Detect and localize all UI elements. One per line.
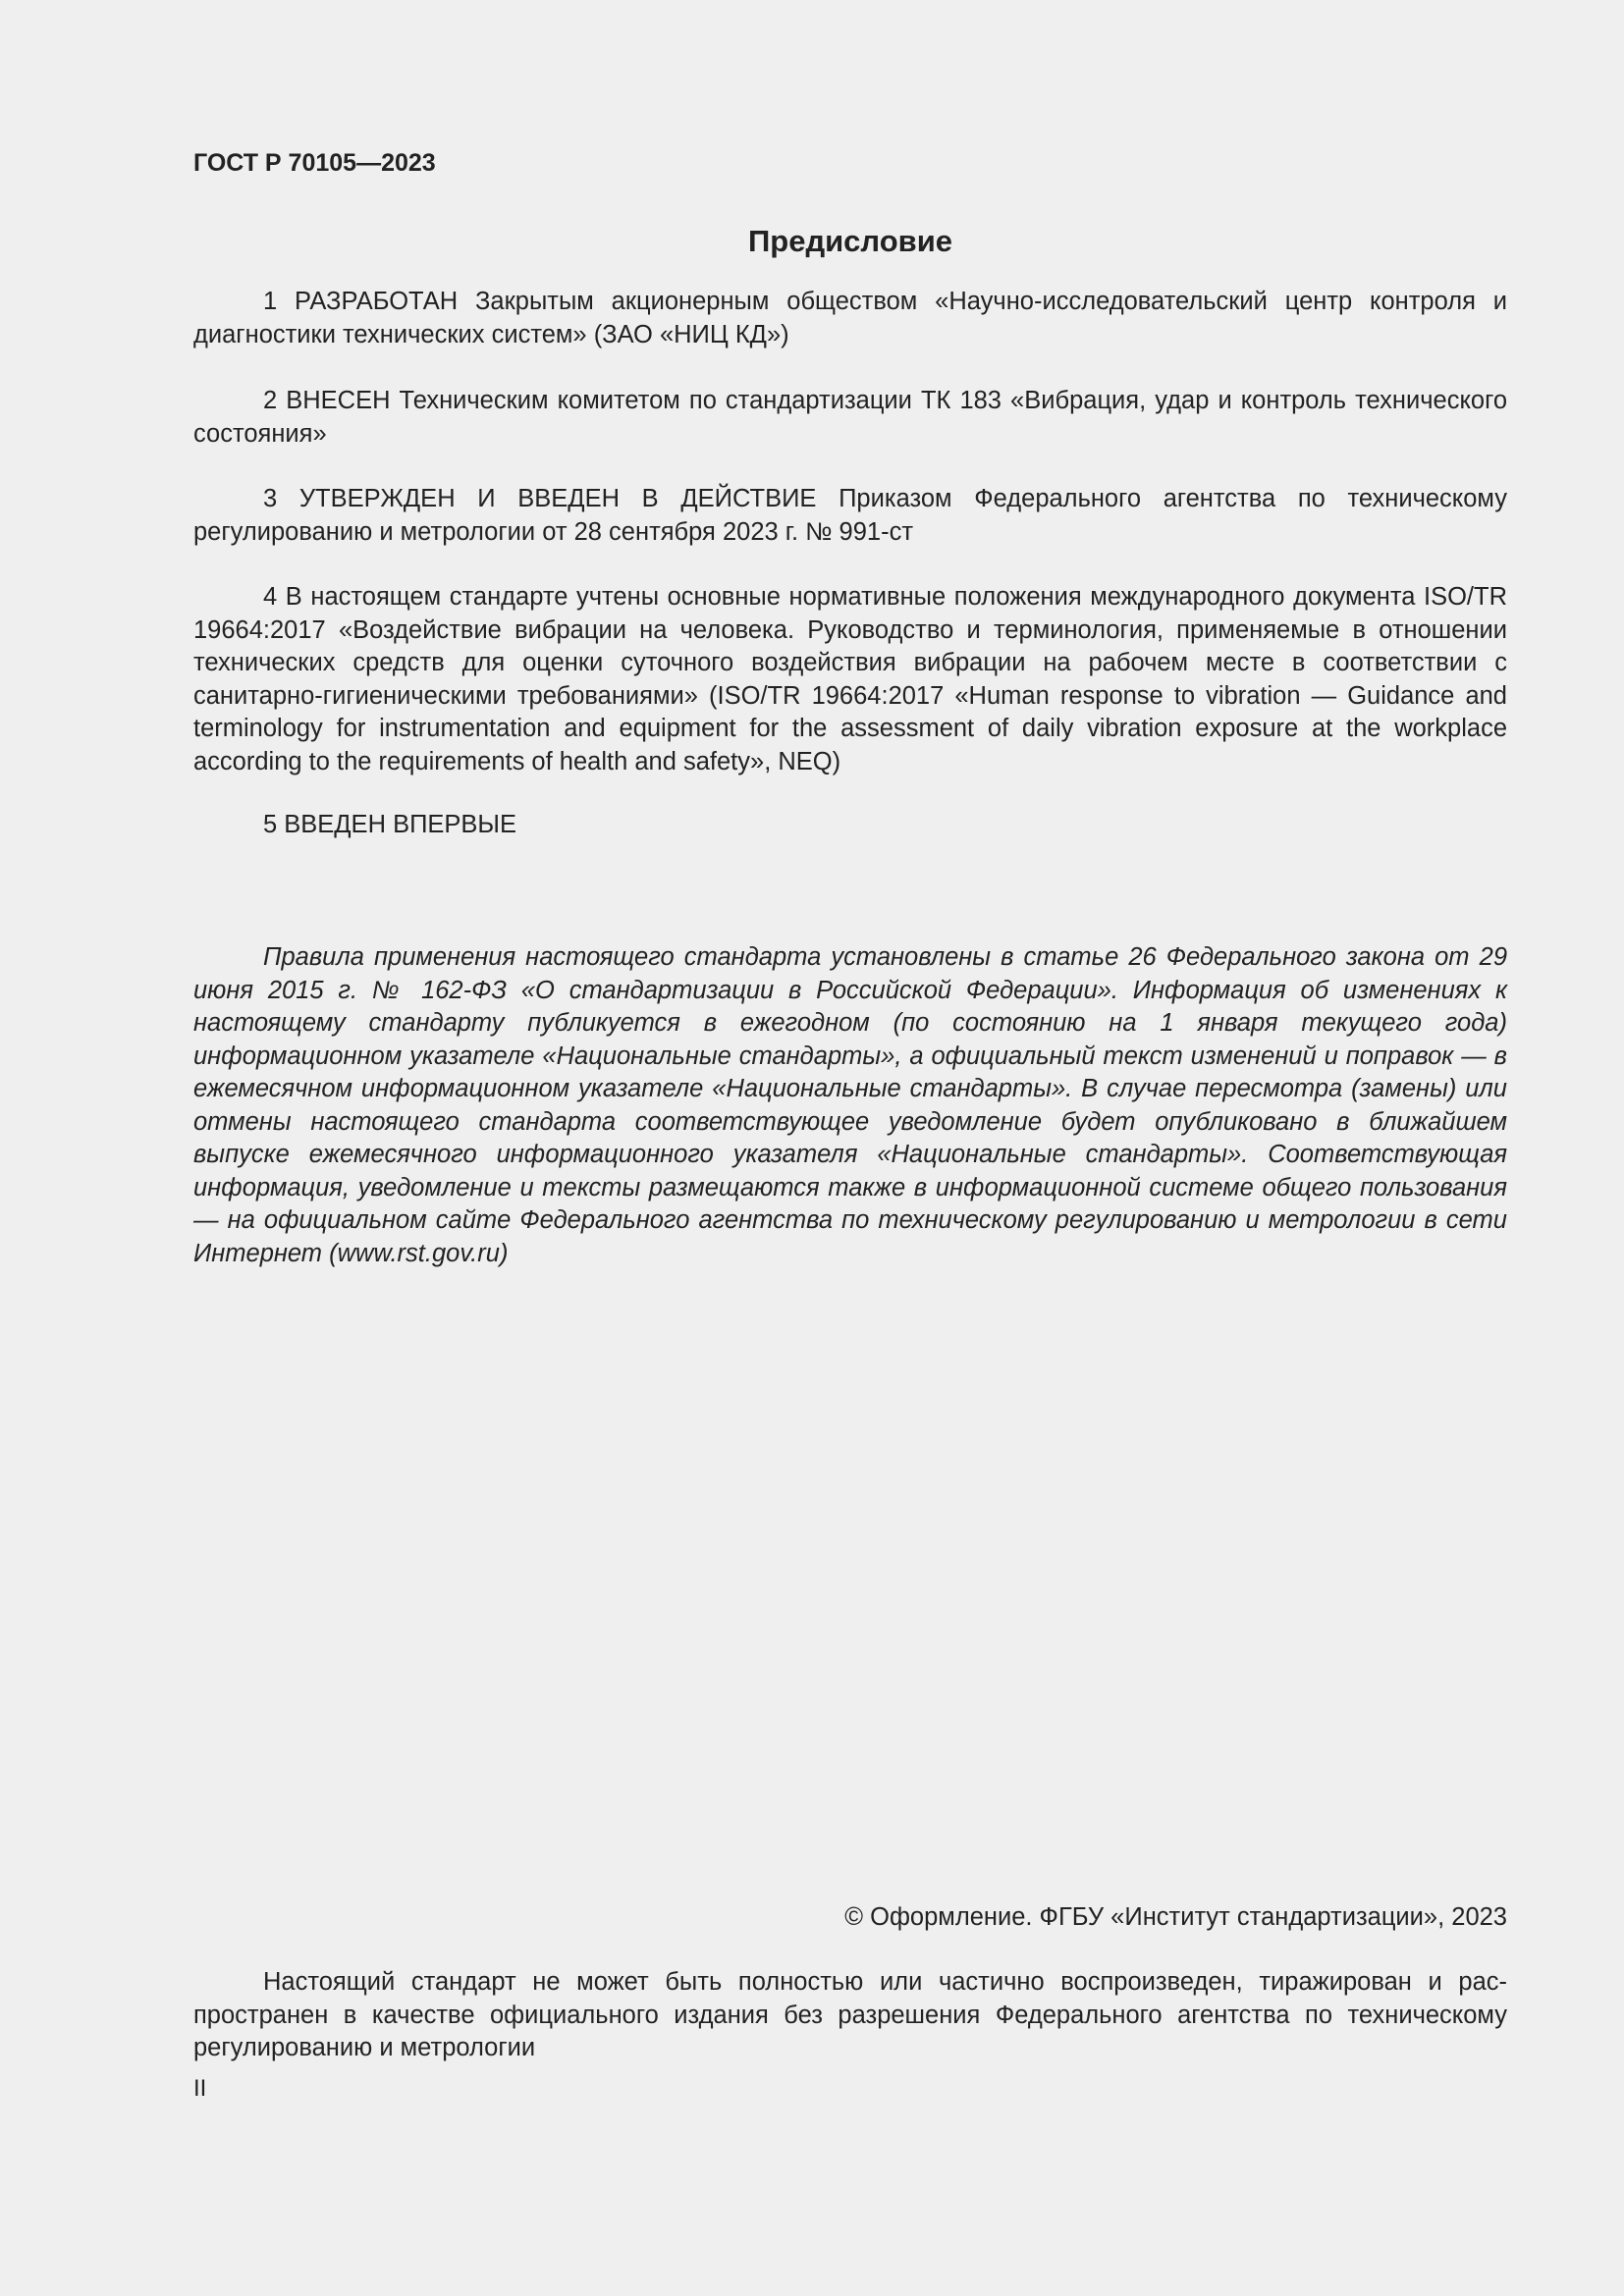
foreword-item-4: 4 В настоящем стандарте учтены основные нормативные положения международного документа ISO/TR 19664:2017 «Воздействие вибрации на человека. Руководство и терминология, применяемые в отношении технических средств для оценки суточного воздействия вибрации на рабочем месте в соответствии с санитарно-гигиеническими требованиями» (ISO/TR 19664:2017 «Human response to vibration — Guidance and terminology for instrumentation and equipment for the assessment of daily vibration exposure at the workplace according to the requirements of health and safety», NEQ) [193, 583, 1507, 775]
foreword-item-3: 3 УТВЕРЖДЕН И ВВЕДЕН В ДЕЙСТВИЕ Приказом Федерального агентства по техническому регулированию и метрологии от 28 сентября 2023 г. № 991-ст [193, 485, 1507, 546]
foreword-item-5: 5 ВВЕДЕН ВПЕРВЫЕ [263, 811, 517, 838]
page-number: II [193, 2075, 207, 2102]
reproduction-notice: Настоящий стандарт не может быть полностью или частично воспроизведен, тиражирован и распространен в качестве официального издания без разрешения Федерального агентства по техническому регулированию и метрологии [193, 1968, 1507, 2061]
copyright-line: © Оформление. ФГБУ «Институт стандартизации», 2023 [844, 1903, 1507, 1931]
page-title: Предисловие [747, 224, 952, 258]
foreword-item-2: 2 ВНЕСЕН Техническим комитетом по стандартизации ТК 183 «Вибрация, удар и контроль технического состояния» [193, 387, 1507, 448]
document-page [193, 0, 1507, 2296]
application-rules-notice: Правила применения настоящего стандарта установлены в статье 26 Федерального закона от 29 июня 2015 г. № 162-ФЗ «О стандартизации в Российской Федерации». Информация об изменениях к настоящему стандарту публикуется в ежегодном (по состоянию на 1 января текущего года) информационном указателе «Национальные стандарты», а официальный текст изменений и поправок — в ежемесячном информационном указателе «Национальные стандарты». В случае пересмотра (замены) или отмены настоящего стандарта соответствующее уведомление будет опубликовано в ближайшем выпуске ежемесячного информационного указателя «Национальные стандарты». Соответствующая информация, уведомление и тексты размещаются также в информационной системе общего пользования — на официальном сайте Федерального агентства по техническому регулированию и метрологии в сети Интернет (www.rst.gov.ru) [193, 943, 1507, 1267]
document-code: ГОСТ Р 70105—2023 [193, 149, 436, 177]
foreword-item-1: 1 РАЗРАБОТАН Закрытым акционерным обществом «Научно-исследовательский центр контроля и диагностики технических систем» (ЗАО «НИЦ КД») [193, 288, 1507, 348]
